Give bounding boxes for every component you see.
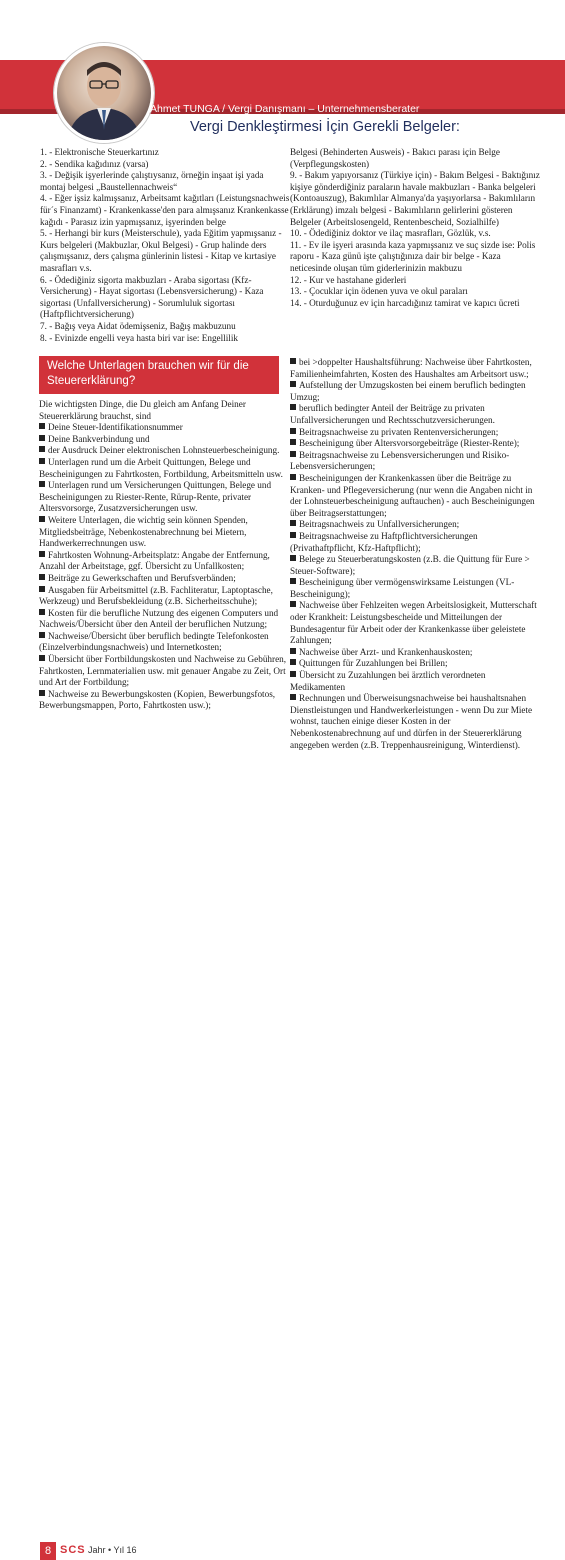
bullet-square-icon xyxy=(290,648,296,654)
bullet-square-icon xyxy=(290,555,296,561)
list-item: Deine Bankverbindung und xyxy=(39,434,289,446)
bullet-square-icon xyxy=(290,474,296,480)
german-title: Welche Unterlagen brauchen wir für die Steuererklärung? xyxy=(39,356,279,394)
turkish-right-column xyxy=(290,147,540,309)
list-item: Beitragsnachweise zu Haftpflichtversicherungen (Privathaftpflicht, Kfz-Haftpflicht); xyxy=(290,530,478,553)
issue-label: Jahr • Yıl 16 xyxy=(88,1545,137,1555)
german-right-column xyxy=(290,357,540,751)
bullet-square-icon xyxy=(39,423,45,429)
list-item: Beiträge zu Gewerkschaften und Berufsverbänden; xyxy=(39,573,289,585)
bullet-square-icon xyxy=(290,578,296,584)
author-photo xyxy=(54,43,154,143)
bullet-square-icon xyxy=(290,451,296,457)
list-item: Nachweise über Fehlzeiten wegen Arbeitslosigkeit, Mutterschaft oder Krankheit: Leistungsbescheide und Mitteilungen der Bundesagentur für Arbeit oder der Krankenkasse über geleistete Zahlungen; xyxy=(290,600,537,646)
bullet-square-icon xyxy=(290,381,296,387)
german-left-column xyxy=(39,399,289,712)
bullet-square-icon xyxy=(290,439,296,445)
list-item: Ausgaben für Arbeitsmittel (z.B. Fachliteratur, Laptoptasche, Werkzeug) und Berufsbekleidung (z.B. Sicherheitsschuhe); xyxy=(39,584,273,607)
bullet-square-icon xyxy=(39,458,45,464)
list-item: Nachweise zu Bewerbungskosten (Kopien, Bewerbungsfotos, Bewerbungsmappen, Porto, Fahrtkosten usw.); xyxy=(39,688,276,711)
list-item: 4. - Eğer işsiz kalmışsanız, Arbeitsamt kağıtları (Leistungsnachweis für´s Finanzamt) - Krankenkasse'den para almışsanız Krankenkasse kağıdı - Parasız izin yapmışsanız, işyerinden belge xyxy=(40,193,290,227)
turkish-title: Vergi Denkleştirmesi İçin Gerekli Belgeler: xyxy=(190,119,460,135)
list-item: Übersicht zu Zuzahlungen bei ärztlich verordneten Medikamenten xyxy=(290,670,486,692)
bullet-square-icon xyxy=(39,609,45,615)
bullet-square-icon xyxy=(39,655,45,661)
list-item: Fahrtkosten Wohnung-Arbeitsplatz: Angabe der Entfernung, Anzahl der Arbeitstage, ggf. Übersicht zu Unfallkosten; xyxy=(39,549,270,572)
list-item: 14. - Oturduğunuz ev için harcadığınız tamirat ve kapıcı ücreti xyxy=(290,297,520,308)
list-item: Bescheinigung über vermögenswirksame Leistungen (VL-Bescheinigung); xyxy=(290,577,515,599)
list-item: Belege zu Steuerberatungskosten (z.B. die Quittung für Eure > Steuer-Software); xyxy=(290,554,530,576)
list-item: Beitragsnachweise zu Lebensversicherungen und Risiko-Lebensversicherungen; xyxy=(290,449,510,472)
list-item: bei >doppelter Haushaltsführung: Nachweise über Fahrtkosten, Familienheimfahrten, Kosten des Haushaltes am Arbeitsort usw.; xyxy=(290,357,532,379)
list-item: 11. - Ev ile işyeri arasında kaza yapmışsanız ve suç sizde ise: Polis raporu - Kaza günü işte çalıştığınıza dair bir belge - Kaza neticesinde oluşan tüm giderlerinizin makbuzu xyxy=(290,239,536,273)
magazine-logo: SCS xyxy=(60,1544,86,1556)
bullet-square-icon xyxy=(290,520,296,526)
german-intro: Die wichtigsten Dinge, die Du gleich am Anfang Deiner Steuererklärung brauchst, sind xyxy=(39,399,246,421)
list-item: 9. - Bakım yapıyorsanız (Türkiye için) - Bakım Belgesi - Baktığınız kişiye gönderdiğiniz paraların havale makbuzları - Banka belgeleri (Kontoauszug), Bakımlılar Almanya'da yaşıyorlarsa - Bakımlıların (Erklärung) imzalı belgesi - Bakımlıların gelirlerini gösteren Belgeler (Arbeitslosengeld, Rentenbescheid, Sozialhilfe) xyxy=(290,170,540,227)
list-item: Übersicht über Fortbildungskosten und Nachweise zu Gebühren, Fahrtkosten, Lernmaterialien usw. mit genauer Angabe zu Zeit, Ort und Art der Fortbildung; xyxy=(39,654,287,688)
bullet-square-icon xyxy=(290,358,296,364)
list-item: Rechnungen und Überweisungsnachweise bei haushaltsnahen Dienstleistungen und Handwerkerleistungen - wenn Du zur Miete wohnst, tauchen einige dieser Kosten in der Nebenkostenabrechnung auf und dürfen in der Steuererklärung angegeben werden (z.B. Treppenhausreinigung, Winterdienst). xyxy=(290,693,533,750)
list-item: 7. - Bağış veya Aidat ödemişseniz, Bağış makbuzunu xyxy=(40,320,236,331)
list-item: Unterlagen rund um Versicherungen Quittungen, Belege und Bescheinigungen zu Riester-Rente, Rürup-Rente, privater Altersvorsorge, Zusatzversicherungen usw. xyxy=(39,480,272,514)
bullet-square-icon xyxy=(39,516,45,522)
list-item: Kosten für die berufliche Nutzung des eigenen Computers und Nachweis/Übersicht über den Anteil der beruflichen Nutzung; xyxy=(39,607,279,630)
list-item: Quittungen für Zuzahlungen bei Brillen; xyxy=(290,658,540,670)
bullet-square-icon xyxy=(39,586,45,592)
list-item: 12. - Kur ve hastahane giderleri xyxy=(290,274,407,285)
list-item: Deine Steuer-Identifikationsnummer xyxy=(39,422,289,434)
list-item: Bescheinigung über Altersvorsorgebeiträge (Riester-Rente); xyxy=(290,438,540,450)
bullet-square-icon xyxy=(290,404,296,410)
bullet-square-icon xyxy=(290,659,296,665)
list-item: 10. - Ödediğiniz doktor ve ilaç masrafları, Gözlük, v.s. xyxy=(290,228,491,239)
bullet-square-icon xyxy=(39,435,45,441)
bullet-square-icon xyxy=(290,601,296,607)
list-item: Aufstellung der Umzugskosten bei einem beruflich bedingten Umzug; xyxy=(290,380,526,402)
bullet-square-icon xyxy=(290,671,296,677)
list-item: 13. - Çocuklar için ödenen yuva ve okul paraları xyxy=(290,286,468,297)
bullet-square-icon xyxy=(290,428,296,434)
list-item: 3. - Değişik işyerlerinde çalıştıysanız, örneğin inşaat işi yada montaj belgesi „Baustellennachweis“ xyxy=(40,170,264,192)
list-item: Beitragsnachweis zu Unfallversicherungen; xyxy=(290,519,540,531)
list-item: 6. - Ödediğiniz sigorta makbuzları - Araba sigortası (Kfz-Versicherung) - Hayat sigortası (Lebensversicherung) - Kaza sigortası (Unfallversicherung) - Sorumluluk sigortası (Haftpflichtversicherung) xyxy=(40,274,264,320)
list-item: Nachweise über Arzt- und Krankenhauskosten; xyxy=(290,647,540,659)
list-item: beruflich bedingter Anteil der Beiträge zu privaten Unfallversicherungen und Rechtsschutzversicherungen. xyxy=(290,403,495,425)
bullet-square-icon xyxy=(39,574,45,580)
page-number: 8 xyxy=(40,1542,56,1560)
bullet-square-icon xyxy=(39,446,45,452)
list-item: Belgesi (Behinderten Ausweis) - Bakıcı parası için Belge (Verpflegungskosten) xyxy=(290,147,500,169)
list-item: 2. - Sendika kağıdınız (varsa) xyxy=(40,158,149,169)
author-name: Ahmet TUNGA / Vergi Danışmanı – Unternehmensberater xyxy=(150,103,420,115)
turkish-left-column xyxy=(40,147,290,344)
list-item: 5. - Herhangi bir kurs (Meisterschule), yada Eğitim yapmışsanız - Kurs belgeleri (Makbuzlar, Okul Belgesi) - Grup halinde ders çalışmışsanız, ders çalışma günlerinin listesi - Kitap ve kırtasiye masrafları v.s. xyxy=(40,228,282,273)
bullet-square-icon xyxy=(290,694,296,700)
list-item: Weitere Unterlagen, die wichtig sein können Spenden, Mitgliedsbeiträge, Nebenkostenabrechnung bei Mietern, Handwerkerrechnungen usw. xyxy=(39,514,248,549)
list-item: 1. - Elektronische Steuerkartınız xyxy=(40,147,159,157)
bullet-square-icon xyxy=(39,551,45,557)
list-item: der Ausdruck Deiner elektronischen Lohnsteuerbescheinigung. xyxy=(39,445,289,457)
list-item: Bescheinigungen der Krankenkassen über die Beiträge zu Kranken- und Pflegeversicherung (nur wenn die Angaben nicht in der Lohnsteuerbescheinigung auftauchen) - auch Bescheinigungen über Beitragserstattungen; xyxy=(290,472,535,518)
bullet-square-icon xyxy=(39,690,45,696)
bullet-square-icon xyxy=(39,632,45,638)
bullet-square-icon xyxy=(39,481,45,487)
list-item: 8. - Evinizde engelli veya hasta biri var ise: Engellilik xyxy=(40,332,238,343)
list-item: Nachweise/Übersicht über beruflich bedingte Telefonkosten (Einzelverbindungsnachweis) und Internetkosten; xyxy=(39,630,269,653)
list-item: Beitragsnachweise zu privaten Rentenversicherungen; xyxy=(290,427,540,439)
page-footer xyxy=(0,768,565,1557)
list-item: Unterlagen rund um die Arbeit Quittungen, Belege und Bescheinigungen zu Fahrtkosten, Fortbildung, Arbeitsmitteln usw. xyxy=(39,456,283,479)
bullet-square-icon xyxy=(290,532,296,538)
